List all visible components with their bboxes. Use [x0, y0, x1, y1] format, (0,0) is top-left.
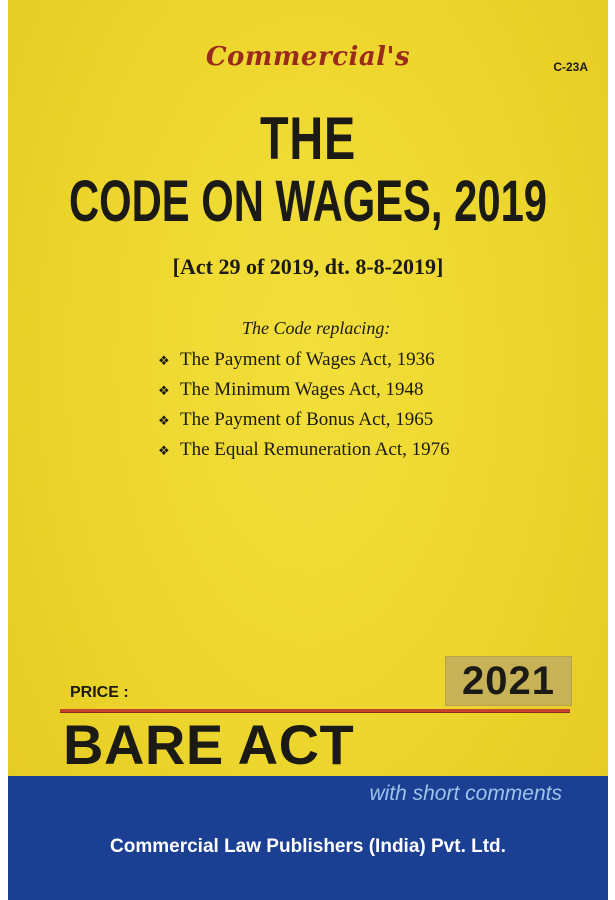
diamond-dots-icon: ❖ [158, 413, 170, 428]
list-item-label: The Equal Remuneration Act, 1976 [180, 439, 450, 460]
price-label: PRICE : [70, 684, 129, 701]
list-item-label: The Payment of Wages Act, 1936 [180, 349, 435, 370]
act-reference: [Act 29 of 2019, dt. 8-8-2019] [172, 254, 444, 279]
title-line-2: CODE ON WAGES, 2019 [68, 169, 548, 234]
list-item [158, 345, 450, 375]
subtitle: with short comments [369, 782, 562, 805]
list-item [158, 435, 450, 465]
title-line-1: THE [260, 105, 356, 172]
list-item-label: The Minimum Wages Act, 1948 [180, 379, 424, 400]
replaced-acts-list [158, 345, 450, 465]
catalog-code: C-23A [553, 60, 588, 74]
diamond-dots-icon: ❖ [158, 353, 170, 368]
list-item [158, 405, 450, 435]
list-item [158, 375, 450, 405]
diamond-dots-icon: ❖ [158, 383, 170, 398]
publisher-name: Commercial Law Publishers (India) Pvt. Ltd. [110, 836, 506, 857]
replacing-heading: The Code replacing: [242, 318, 391, 338]
publisher-logo: Commercial's [205, 42, 411, 72]
list-item-label: The Payment of Bonus Act, 1965 [180, 409, 434, 430]
diamond-dots-icon: ❖ [158, 443, 170, 458]
book-cover [8, 0, 608, 900]
edition-year-badge: 2021 [445, 656, 572, 706]
bare-act-label: BARE ACT [63, 713, 355, 776]
